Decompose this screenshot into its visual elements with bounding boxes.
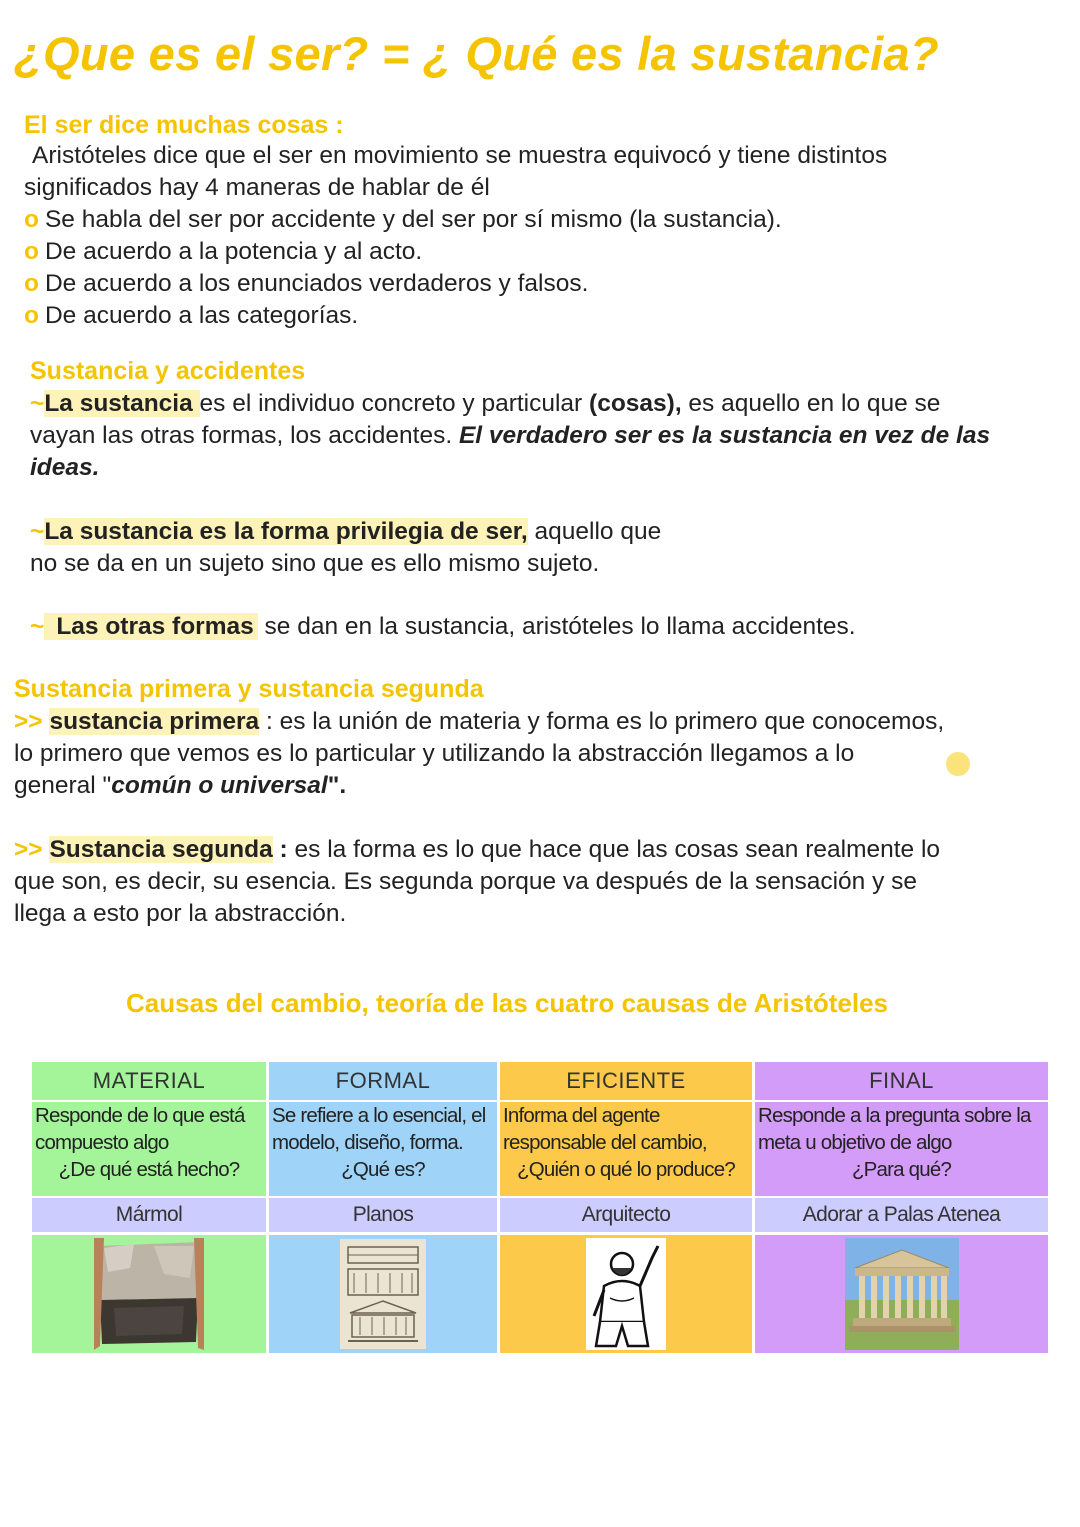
sculptor-icon bbox=[586, 1238, 666, 1350]
cause-question: ¿De qué está hecho? bbox=[58, 1158, 240, 1181]
blueprint-icon bbox=[340, 1239, 426, 1349]
intro-line: significados hay 4 maneras de hablar de él bbox=[24, 174, 490, 201]
cause-description: Se refiere a lo esencial, el modelo, diseño, forma. ¿Qué es? bbox=[269, 1102, 497, 1196]
cause-column-eficiente bbox=[500, 1062, 752, 1353]
cause-question: ¿Qué es? bbox=[341, 1158, 425, 1181]
cause-header: MATERIAL bbox=[32, 1062, 266, 1100]
sustancia-primera-paragraph: >> sustancia primera : es la unión de materia y forma es lo primero que conocemos, lo primero que vemos es lo particular y utilizando la abstracción llegamos a lo general "común o universal". bbox=[14, 708, 945, 799]
cause-example: Planos bbox=[269, 1198, 497, 1232]
sculptor-figure-image bbox=[500, 1235, 752, 1353]
marble-block-icon bbox=[94, 1238, 204, 1350]
bullet-item: o De acuerdo a la potencia y al acto. bbox=[24, 238, 423, 265]
cause-description: Responde a la pregunta sobre la meta u objetivo de algo ¿Para qué? bbox=[755, 1102, 1048, 1196]
cause-column-formal bbox=[269, 1062, 497, 1353]
cause-column-final bbox=[755, 1062, 1048, 1353]
sustancia-paragraph-1: ~La sustancia es el individuo concreto y particular (cosas), es aquello en lo que se vayan las otras formas, los accidentes. El verdadero ser es la sustancia en vez de las ideas. bbox=[30, 390, 991, 481]
bullet-item: o De acuerdo a los enunciados verdaderos y falsos. bbox=[24, 270, 589, 297]
bullet-item: o Se habla del ser por accidente y del ser por sí mismo (la sustancia). bbox=[24, 206, 782, 233]
highlight-text: sustancia primera bbox=[49, 708, 260, 735]
section-heading-primera-segunda: Sustancia primera y sustancia segunda bbox=[14, 675, 484, 703]
cause-example: Adorar a Palas Atenea bbox=[755, 1198, 1048, 1232]
sustancia-segunda-paragraph: >> Sustancia segunda : es la forma es lo que hace que las cosas sean realmente lo que son, es decir, su esencia. Es segunda porque va después de la sensación y se llega a esto por la abstracción. bbox=[14, 836, 941, 927]
section-ser-body bbox=[24, 140, 1064, 332]
cause-column-material bbox=[32, 1062, 266, 1353]
highlight-text: Las otras formas bbox=[44, 613, 257, 640]
section-heading-ser: El ser dice muchas cosas : bbox=[24, 111, 344, 139]
intro-line: Aristóteles dice que el ser en movimiento se muestra equivocó y tiene distintos bbox=[32, 142, 888, 169]
cause-question: ¿Para qué? bbox=[851, 1158, 952, 1181]
cause-example: Mármol bbox=[32, 1198, 266, 1232]
cause-header: FORMAL bbox=[269, 1062, 497, 1100]
sustancia-paragraph-3: ~ Las otras formas se dan en la sustancia, aristóteles lo llama accidentes. bbox=[30, 613, 856, 640]
cause-description: Informa del agente responsable del cambio, ¿Quién o qué lo produce? bbox=[500, 1102, 752, 1196]
bullet-item: o De acuerdo a las categorías. bbox=[24, 302, 359, 329]
highlight-text: Sustancia segunda bbox=[49, 836, 273, 863]
section-heading-sustancia: Sustancia y accidentes bbox=[30, 357, 306, 385]
page-title: ¿Que es el ser? = ¿ Qué es la sustancia? bbox=[14, 27, 939, 80]
cause-question: ¿Quién o qué lo produce? bbox=[517, 1158, 735, 1181]
highlight-text: La sustancia bbox=[44, 390, 200, 417]
yellow-dot-mark bbox=[946, 752, 970, 776]
sustancia-paragraph-2: ~La sustancia es la forma privilegia de ser, aquello que no se da en un sujeto sino que es ello mismo sujeto. bbox=[30, 518, 662, 577]
cause-description: Responde de lo que está compuesto algo ¿De qué está hecho? bbox=[32, 1102, 266, 1196]
temple-icon bbox=[845, 1238, 959, 1350]
causes-heading: Causas del cambio, teoría de las cuatro causas de Aristóteles bbox=[126, 988, 889, 1018]
cause-header: EFICIENTE bbox=[500, 1062, 752, 1100]
greek-temple-image bbox=[755, 1235, 1048, 1353]
highlight-text: La sustancia es la forma privilegia de ser, bbox=[44, 518, 528, 545]
marble-block-image bbox=[32, 1235, 266, 1353]
cause-header: FINAL bbox=[755, 1062, 1048, 1100]
cause-example: Arquitecto bbox=[500, 1198, 752, 1232]
temple-blueprint-image bbox=[269, 1235, 497, 1353]
